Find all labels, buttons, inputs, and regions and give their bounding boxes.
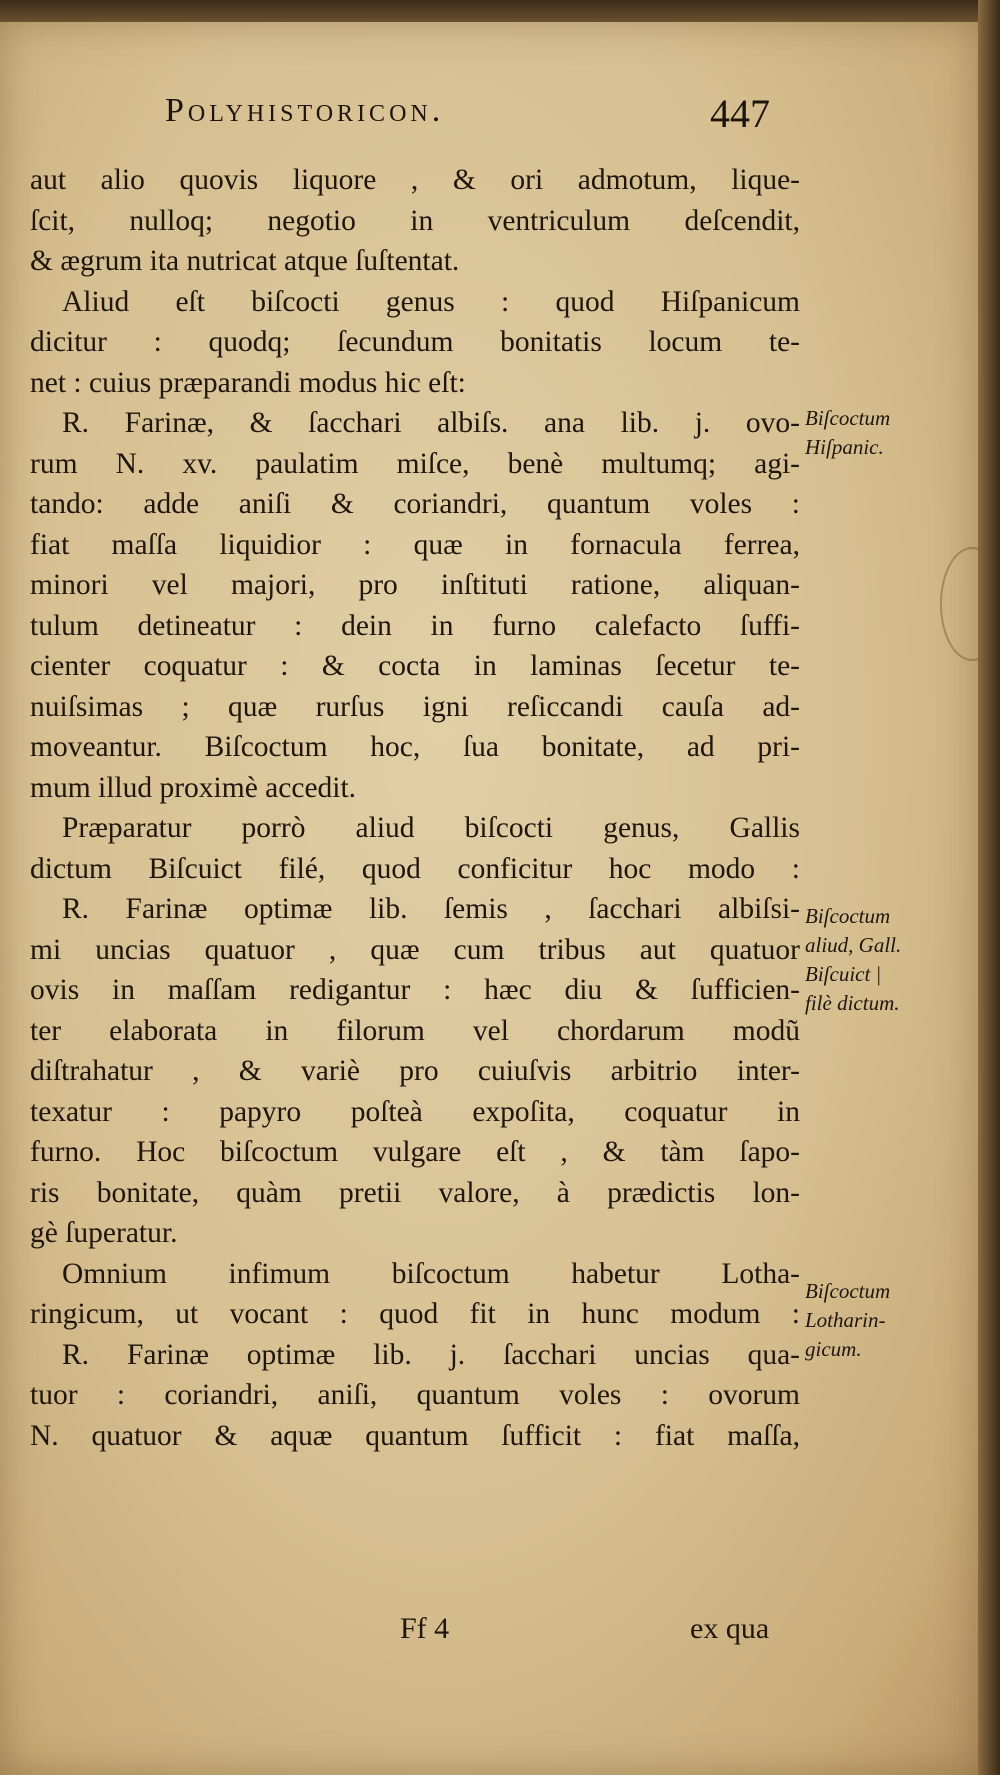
text-line: & ægrum ita nutricat atque ſuſtentat. bbox=[30, 245, 460, 277]
text-line: net : cuius præparandi modus hic eſt: bbox=[30, 366, 466, 399]
text-line: R. Farinæ optimæ lib. ſemis , ſacchari albiſsi- bbox=[62, 893, 800, 925]
text-line: nuiſsimas ; quæ rurſus igni reſiccandi cauſa ad- bbox=[30, 690, 800, 723]
text-line: R. Farinæ, & ſacchari albiſs. ana lib. j. ovo- bbox=[62, 407, 800, 439]
text-line: fiat maſſa liquidior : quæ in fornacula ferrea, bbox=[30, 528, 800, 561]
page-number: 447 bbox=[710, 91, 770, 136]
text-line: diſtrahatur , & variè pro cuiuſvis arbitrio inter- bbox=[30, 1055, 800, 1087]
margin-note-line: Biſcuict | bbox=[805, 962, 882, 986]
text-line: dictum Biſcuict filé, quod conficitur hoc modo : bbox=[30, 852, 800, 885]
text-line: rum N. xv. paulatim miſce, benè multumq; agi- bbox=[30, 447, 800, 480]
text-line: tulum detineatur : dein in furno calefacto ſuffi- bbox=[30, 609, 800, 642]
text-line: Præparatur porrò aliud biſcocti genus, Gallis bbox=[62, 812, 800, 844]
text-line: furno. Hoc biſcoctum vulgare eſt , & tàm ſapo- bbox=[30, 1136, 800, 1168]
text-line: R. Farinæ optimæ lib. j. ſacchari uncias qua- bbox=[62, 1338, 800, 1371]
text-line: tando: adde aniſi & coriandri, quantum voles : bbox=[30, 488, 800, 520]
margin-note-line: Biſcoctum bbox=[805, 904, 891, 928]
text-line: N. quatuor & aquæ quantum ſufficit : fiat maſſa, bbox=[30, 1419, 800, 1452]
book-gutter-top bbox=[0, 0, 1000, 22]
margin-note-line: gicum. bbox=[805, 1337, 862, 1361]
text-line: ringicum, ut vocant : quod fit in hunc modum : bbox=[30, 1298, 800, 1330]
text-line: ſcit, nulloq; negotio in ventriculum deſcendit, bbox=[30, 204, 800, 237]
running-title: Polyhistoricon. bbox=[165, 92, 445, 129]
text-line: minori vel majori, pro inſtituti ratione, aliquan- bbox=[30, 569, 800, 601]
margin-note-line: Biſcoctum bbox=[805, 1279, 891, 1303]
margin-note-line: Biſcoctum bbox=[805, 406, 891, 430]
margin-note-hispanicum bbox=[805, 404, 965, 462]
margin-note-gallicum bbox=[805, 902, 965, 1018]
text-line: moveantur. Biſcoctum hoc, ſua bonitate, ad pri- bbox=[30, 731, 800, 763]
margin-note-line: Lotharin- bbox=[805, 1308, 886, 1332]
text-line: ovis in maſſam redigantur : hæc diu & ſufficien- bbox=[30, 974, 800, 1006]
text-line: ris bonitate, quàm pretii valore, à prædictis lon- bbox=[30, 1176, 800, 1209]
text-line: ter elaborata in filorum vel chordarum modũ bbox=[30, 1014, 800, 1047]
signature-mark: Ff 4 bbox=[400, 1612, 450, 1645]
book-page bbox=[0, 22, 978, 1775]
text-line: Omnium infimum biſcoctum habetur Lotha- bbox=[62, 1257, 800, 1290]
text-line: Aliud eſt biſcocti genus : quod Hiſpanicum bbox=[62, 285, 800, 318]
text-line: tuor : coriandri, aniſi, quantum voles : ovorum bbox=[30, 1379, 800, 1411]
text-line: mum illud proximè accedit. bbox=[30, 771, 357, 804]
book-gutter-right bbox=[978, 0, 1000, 1775]
running-head bbox=[0, 90, 978, 140]
text-line: cienter coquatur : & cocta in laminas ſecetur te- bbox=[30, 650, 800, 682]
page-fold-mark bbox=[940, 547, 978, 661]
margin-note-line: aliud, Gall. bbox=[805, 933, 902, 957]
margin-note-lotharingicum bbox=[805, 1277, 965, 1364]
text-line: aut alio quovis liquore , & ori admotum, lique- bbox=[30, 164, 800, 196]
text-line: texatur : papyro poſteà expoſita, coquatur in bbox=[30, 1095, 800, 1128]
footer-catchline bbox=[0, 1612, 978, 1656]
margin-note-line: Hiſpanic. bbox=[805, 435, 884, 459]
body-text bbox=[30, 160, 800, 1456]
text-line: dicitur : quodq; ſecundum bonitatis locum te- bbox=[30, 326, 800, 358]
catchword: ex qua bbox=[690, 1612, 770, 1645]
margin-note-line: filè dictum. bbox=[805, 991, 900, 1015]
text-line: mi uncias quatuor , quæ cum tribus aut quatuor bbox=[30, 933, 800, 966]
text-line: gè ſuperatur. bbox=[30, 1217, 178, 1249]
